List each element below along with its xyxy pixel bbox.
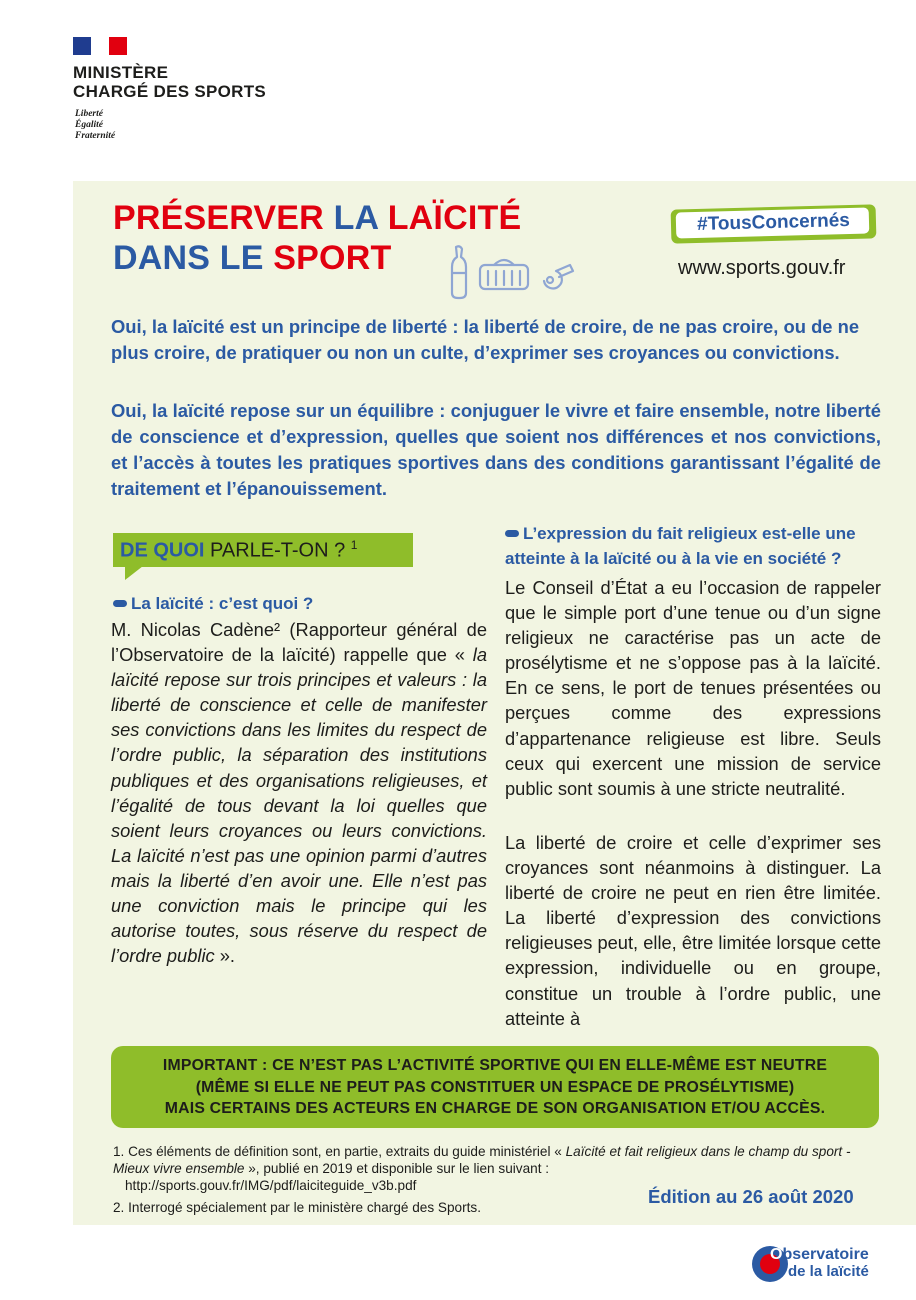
hashtag-text: #TousConcernés [696, 210, 851, 235]
left-body-intro: M. Nicolas Cadène² (Rapporteur général de l’Observatoire de la laïcité) rappelle que « [111, 619, 487, 666]
left-body-quote: la laïcité repose sur trois principes et valeurs : la liberté de conscience et celle de manifester ses convictions dans les limites du respect de l’ordre public, la séparation des institutions publiques et des organisations religieuses, et l’égalité de tous devant la loi quelles que soient leurs croyances ou leurs convictions. La laïcité n’est pas une opinion parmi d’autres mais la liberté d’en avoir une. Elle n’est pas une conviction mais le principe qui les autorise toutes, sous réserve du respect de l’ordre public [111, 644, 487, 967]
observatoire-laicite-logo [752, 1244, 887, 1288]
section-heading-rest: PARLE-T-ON ? [204, 539, 351, 562]
edition-date: Édition au 26 août 2020 [648, 1186, 854, 1207]
right-paragraph-1: Le Conseil d’État a eu l’occasion de rappeler que le simple port d’une tenue ou d’un signe religieux ne caractérise pas un acte de prosélytisme et ne s’oppose pas à la laïcité. En ce sens, le port de tenues présentées ou perçues comme des expressions d’appartenance religieuse est libre. Seuls ceux qui exercent une mission de service public sont soumis à une stricte neutralité. [505, 577, 881, 799]
important-line3: MAIS CERTAINS DES ACTEURS EN CHARGE DE SON ORGANISATION ET/OU ACCÈS. [164, 1100, 826, 1117]
section-footnote-ref: 1 [350, 538, 358, 552]
logo-line1 [770, 1246, 869, 1263]
bullet-icon [505, 530, 519, 537]
website-link[interactable]: www.sports.gouv.fr [678, 257, 846, 279]
title-word-la-laicite: LA LAÏCITÉ [333, 199, 522, 237]
important-callout [111, 1046, 879, 1128]
title-word-preserver: PRÉSERVER [113, 199, 324, 237]
republic-motto [75, 109, 115, 142]
important-line2: (MÊME SI ELLE NE PEUT PAS CONSTITUER UN ESPACE DE PROSÉLYTISME) [195, 1078, 795, 1096]
right-paragraph-2: La liberté de croire et celle d’exprimer ses croyances sont néanmoins à distinguer. La liberté de croire ne peut en rien être limitée. La liberté d’expression des convictions religieuses peut, elle, être limitée lorsque cette expression, individuelle ou en groupe, constitue un trouble à l’ordre public, une atteinte à [505, 832, 881, 1029]
intro-paragraph-1: Oui, la laïcité est un principe de liberté : la liberté de croire, de ne pas croire, ou de ne plus croire, de pratiquer ou non un culte, d’exprimer ses croyances ou convictions. [111, 316, 860, 363]
sport-equipment-icon [444, 243, 584, 303]
footnote-1-end: », publié en 2019 et disponible sur le lien suivant : [244, 1161, 550, 1176]
logo-letter-o: O [770, 1246, 783, 1263]
republique-francaise-flag-logo [73, 37, 127, 55]
footnote-1-link[interactable]: http://sports.gouv.fr/IMG/pdf/laiciteguide_v3b.pdf [125, 1178, 417, 1193]
bullet-icon [113, 600, 127, 607]
important-line1: IMPORTANT : CE N’EST PAS L’ACTIVITÉ SPORTIVE QUI EN ELLE-MÊME EST NEUTRE [162, 1057, 828, 1074]
section-heading-badge [113, 533, 413, 567]
left-body-text [111, 617, 487, 968]
footnote-1-start: 1. Ces éléments de définition sont, en partie, extraits du guide ministériel « [113, 1144, 566, 1159]
logo-line2: de la laïcité [788, 1263, 869, 1280]
ministry-name [73, 63, 266, 101]
motto-egalite: Égalité [75, 120, 103, 130]
title-word-sport: SPORT [273, 239, 392, 277]
section-heading-bold: DE QUOI [120, 539, 205, 562]
footnote-1-guide-title: Laïcité et fait religieux dans le champ du sport - Mieux vivre ensemble [113, 1144, 851, 1176]
logo-line1-rest: bservatoire [782, 1246, 869, 1263]
ministry-line2: CHARGÉ DES SPORTS [73, 82, 267, 101]
footnote-2: 2. Interrogé spécialement par le ministère chargé des Sports. [113, 1200, 481, 1215]
title-word-dans-le: DANS LE [113, 239, 264, 277]
motto-fraternite: Fraternité [75, 131, 116, 141]
right-subheading-text: L’expression du fait religieux est-elle une atteinte à la laïcité ou à la vie en société ? [505, 524, 856, 568]
right-subheading [505, 521, 883, 571]
hashtag-badge [671, 207, 876, 241]
left-subheading [113, 591, 313, 616]
left-subheading-text: La laïcité : c’est quoi ? [131, 594, 314, 613]
motto-liberte: Liberté [75, 109, 103, 119]
left-body-end: ». [214, 945, 235, 967]
intro-paragraph-2: Oui, la laïcité repose sur un équilibre : conjuguer le vivre et faire ensemble, notre liberté de conscience et d’expression, quelles que soient nos différences et nos convictions, et l’accès à toutes les pratiques sportives dans des conditions garantissant l’égalité de traitement et l’épanouissement. [111, 400, 881, 499]
ministry-line1: MINISTÈRE [73, 63, 169, 82]
